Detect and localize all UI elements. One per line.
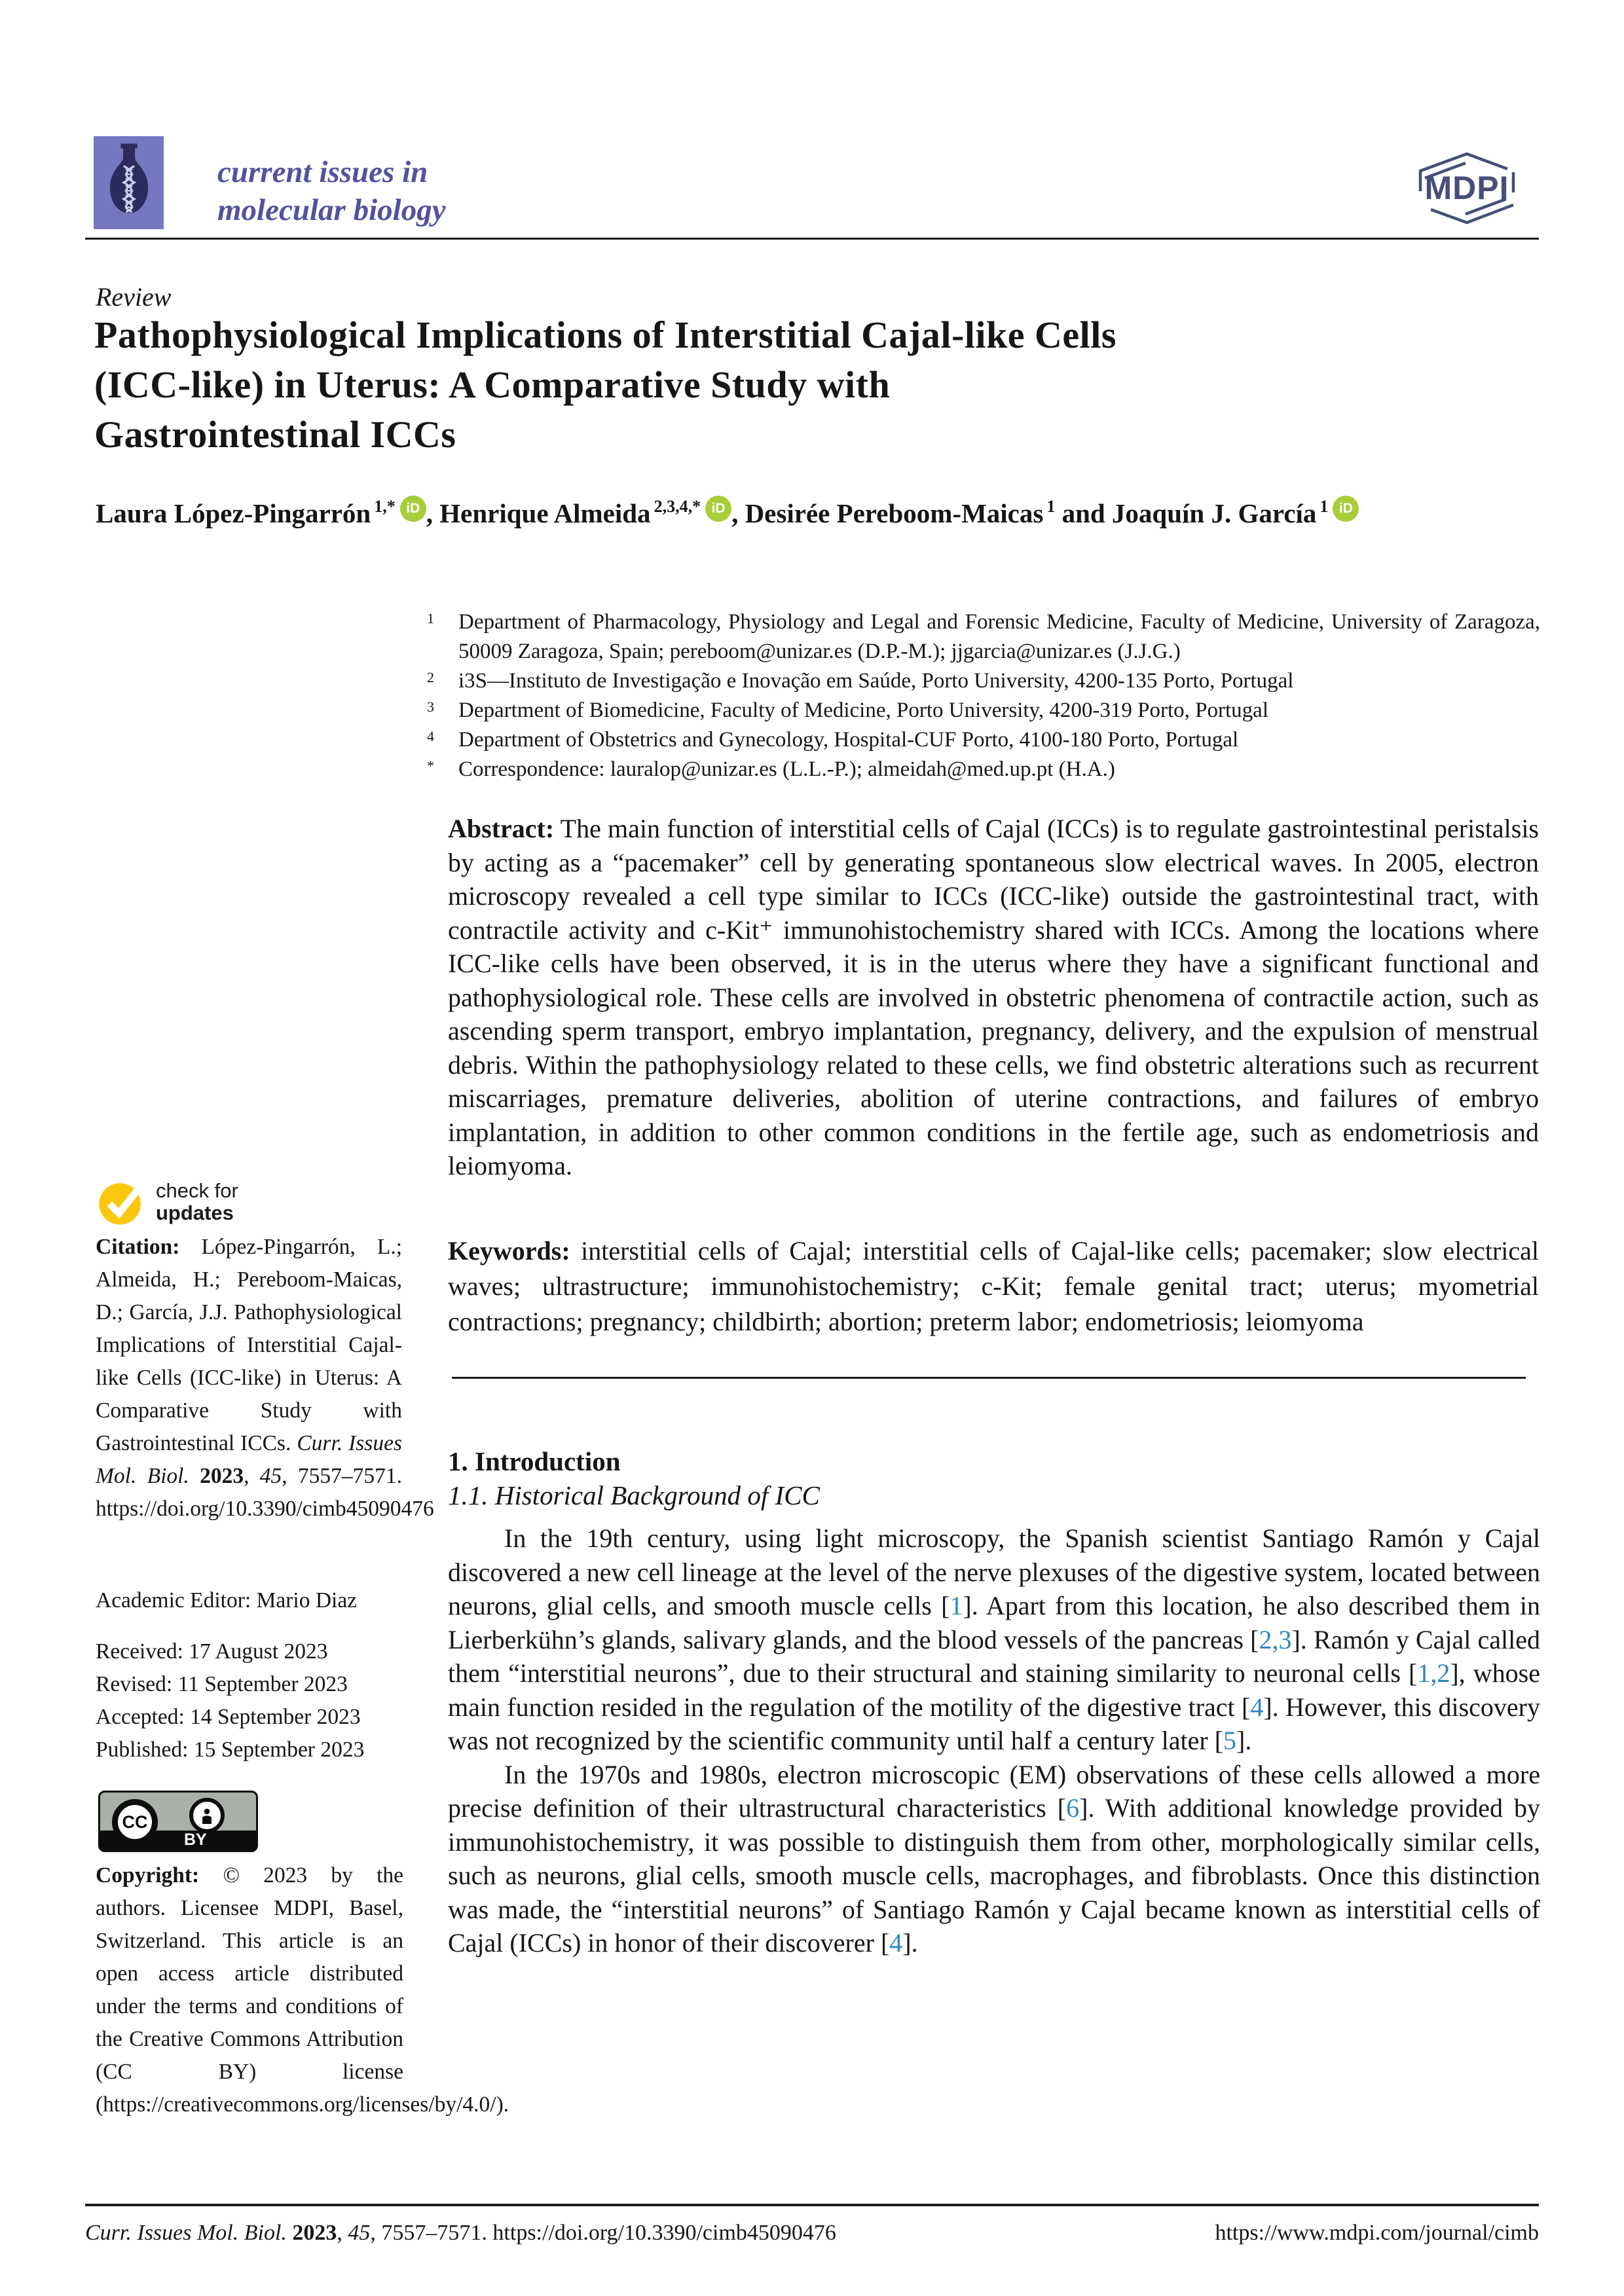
- citation-block: [96, 1231, 434, 1525]
- text-segment: , 7557–7571.: [282, 1464, 403, 1488]
- affiliation-text: Department of Obstetrics and Gynecology, Hospital-CUF Porto, 4100-180 Porto, Portugal: [458, 728, 1239, 752]
- author-superscript: 1: [1046, 497, 1056, 516]
- check-circle-icon: [98, 1178, 145, 1226]
- journal-name-line2: molecular biology: [217, 193, 446, 227]
- author-superscript: 1: [1320, 497, 1329, 516]
- affiliation-row: [427, 725, 1540, 755]
- footer-citation: [85, 2221, 836, 2246]
- affiliation-marker: 2: [427, 669, 434, 685]
- text-segment: ], whose main function resided in the regulation of the motility of the digestive tract [: [448, 1658, 1540, 1722]
- title-line: Pathophysiological Implications of Interstitial Cajal-like Cells: [94, 314, 1116, 356]
- paragraph: [448, 1522, 1540, 1758]
- text-segment: In the 1970s and 1980s, electron microscopic (EM) observations of these cells allowed a more precise definition of their ultrastructural characteristics [: [448, 1759, 1540, 1823]
- revised-date: Revised: 11 September 2023: [96, 1672, 348, 1696]
- affiliation-marker: 4: [427, 728, 434, 744]
- journal-name: [217, 153, 446, 229]
- text-segment: 45: [348, 2221, 371, 2245]
- history-dates: [96, 1635, 402, 1766]
- url-link[interactable]: https://doi.org/10.3390/cimb45090476: [492, 2221, 836, 2245]
- person-icon: [189, 1798, 225, 1833]
- copyright-block: [96, 1859, 509, 2121]
- author-superscript: 2,3,4,*: [654, 497, 701, 516]
- text-segment: ]. Ramón y Cajal called them “interstitial neurons”, due to their structural and staining similarity to neuronal cells [: [448, 1624, 1540, 1688]
- affiliation-text: Department of Biomedicine, Faculty of Medicine, Porto University, 4200-319 Porto, Portugal: [458, 699, 1268, 722]
- affiliation-row: [427, 666, 1540, 696]
- intro-paragraphs: [448, 1522, 1540, 1960]
- journal-name-line1: current issues in: [217, 155, 428, 189]
- text-segment: ].: [902, 1928, 918, 1958]
- text-segment: ].: [1236, 1726, 1252, 1755]
- affiliation-text: i3S—Instituto de Investigação e Inovação em Saúde, Porto University, 4200-135 Porto, Portugal: [458, 669, 1294, 693]
- paragraph: [448, 1758, 1540, 1960]
- cc-by-license-badge[interactable]: [98, 1791, 258, 1852]
- text-segment: Curr. Issues Mol. Biol.: [96, 1431, 402, 1488]
- affiliation-marker: 3: [427, 699, 434, 715]
- keywords-block: [448, 1233, 1539, 1339]
- footer-journal-url[interactable]: https://www.mdpi.com/journal/cimb: [1215, 2221, 1539, 2245]
- affiliation-row: [427, 696, 1540, 725]
- text-segment: 2023: [292, 2221, 337, 2245]
- text-segment: ,: [244, 1464, 260, 1488]
- title-line: (ICC-like) in Uterus: A Comparative Study with: [94, 363, 891, 406]
- by-label: BY: [184, 1831, 207, 1849]
- check-for-updates-button[interactable]: [98, 1178, 238, 1226]
- author-name: Henrique Almeida: [439, 498, 651, 528]
- citation-label: Citation:: [96, 1235, 180, 1259]
- author-name: Laura López-Pingarrón: [96, 498, 371, 528]
- mdpi-wordmark: MDPI: [1424, 170, 1509, 206]
- author-name: Joaquín J. García: [1111, 498, 1317, 528]
- text-segment: ]. Apart from this location, he also described them in Lierberkühn’s glands, salivary glands, and the blood vessels of the pancreas [: [448, 1591, 1540, 1654]
- ref-link[interactable]: 1: [950, 1591, 963, 1620]
- copyright-text: © 2023 by the authors. Licensee MDPI, Basel, Switzerland. This article is an open access article distributed under the terms and conditions of the Creative Commons Attribution (CC BY) license (https://creativecommons.org/licenses/by/4.0/).: [96, 1863, 509, 2117]
- ref-link[interactable]: 5: [1223, 1726, 1237, 1755]
- author-separator: and: [1055, 498, 1112, 528]
- url-link[interactable]: https://doi.org/10.3390/cimb45090476: [96, 1497, 434, 1521]
- text-segment: López-Pingarrón, L.; Almeida, H.; Pereboom-Maicas, D.; García, J.J. Pathophysiological Implications of Interstitial Cajal-like Cells (ICC-like) in Uterus: A Comparative Study with Gastrointestinal ICCs.: [96, 1235, 402, 1455]
- orcid-icon[interactable]: iD: [705, 496, 731, 522]
- mdpi-logo: [1407, 148, 1527, 229]
- text-segment: Curr. Issues Mol. Biol.: [85, 2221, 293, 2245]
- citation-text: [96, 1235, 434, 1521]
- affiliation-row: [427, 755, 1540, 784]
- article-type: Review: [96, 282, 172, 312]
- text-segment: ]. With additional knowledge provided by immunohistochemistry, it was possible to distinguish them from other, morphologically similar cells, such as neurons, glial cells, smooth muscle cells, macrophages, and fibroblasts. Once this distinction was made, the “interstitial neurons” of Santiago Ramón y Cajal became known as interstitial cells of Cajal (ICCs) in honor of their discoverer [: [448, 1793, 1540, 1958]
- affiliation-text: Correspondence: lauralop@unizar.es (L.L.-P.); almeidah@med.up.pt (H.A.): [458, 757, 1115, 781]
- title-line: Gastrointestinal ICCs: [94, 413, 456, 456]
- cc-icon: CC: [112, 1799, 158, 1845]
- academic-editor: Academic Editor: Mario Diaz: [96, 1588, 358, 1613]
- text-segment: ,: [337, 2221, 348, 2245]
- received-date: Received: 17 August 2023: [96, 1639, 328, 1664]
- check-for-updates-label: check for updates: [156, 1179, 238, 1224]
- section-introduction: [448, 1444, 1540, 1960]
- text-segment: 45: [259, 1464, 282, 1488]
- accepted-date: Accepted: 14 September 2023: [96, 1705, 361, 1729]
- author-separator: ,: [731, 498, 745, 528]
- section-subheading: 1.1. Historical Background of ICC: [448, 1480, 820, 1510]
- ref-link[interactable]: 6: [1066, 1793, 1080, 1823]
- text-segment: , 7557–7571.: [370, 2221, 493, 2245]
- ref-link[interactable]: 2,3: [1259, 1624, 1292, 1654]
- author-superscript: 1,*: [374, 497, 396, 516]
- ref-link[interactable]: 4: [889, 1928, 903, 1958]
- header-divider: [85, 238, 1539, 240]
- text-segment: ]. However, this discovery was not recognized by the scientific community until half a century later [: [448, 1692, 1540, 1755]
- section-heading: 1. Introduction: [448, 1446, 621, 1476]
- affiliation-marker: 1: [427, 610, 434, 627]
- affiliation-row: [427, 608, 1540, 666]
- footer: [85, 2221, 1539, 2246]
- copyright-label: Copyright:: [96, 1863, 200, 1887]
- keywords-divider: [452, 1377, 1526, 1379]
- flask-dna-icon: [99, 140, 159, 226]
- article-title: [94, 310, 1541, 460]
- journal-logo: [94, 136, 164, 229]
- author-separator: ,: [426, 498, 440, 528]
- author-name: Desirée Pereboom-Maicas: [745, 498, 1044, 528]
- published-date: Published: 15 September 2023: [96, 1738, 365, 1762]
- affiliation-text: Department of Pharmacology, Physiology and Legal and Forensic Medicine, Faculty of Medicine, University of Zaragoza, 50009 Zaragoza, Spain; pereboom@unizar.es (D.P.-M.); jjgarcia@unizar.es (J.J.G.): [458, 610, 1540, 663]
- ref-link[interactable]: 1,2: [1417, 1658, 1450, 1688]
- keywords-label: Keywords:: [448, 1236, 570, 1266]
- text-segment: 2023: [200, 1464, 244, 1488]
- orcid-icon[interactable]: iD: [400, 496, 426, 522]
- ref-link[interactable]: 4: [1250, 1692, 1264, 1722]
- keywords-text: interstitial cells of Cajal; interstitial cells of Cajal-like cells; pacemaker; slow electrical waves; ultrastructure; immunohistochemistry; c-Kit; female genital tract; uterus; myometrial contractions; pregnancy; childbirth; abortion; preterm labor; endometriosis; leiomyoma: [448, 1236, 1540, 1336]
- orcid-icon[interactable]: iD: [1333, 496, 1359, 522]
- text-segment: In the 19th century, using light microscopy, the Spanish scientist Santiago Ramón y Cajal discovered a new cell lineage at the level of the nerve plexuses of the digestive system, located between neurons, glial cells, and smooth muscle cells [: [448, 1523, 1540, 1620]
- abstract-text: The main function of interstitial cells of Cajal (ICCs) is to regulate gastrointestinal peristalsis by acting as a “pacemaker” cell by generating spontaneous slow electrical waves. In 2005, electron microscopy revealed a cell type similar to ICCs (ICC-like) outside the gastrointestinal tract, with contractile activity and c-Kit⁺ immunohistochemistry shared with ICCs. Among the locations where ICC-like cells have been observed, it is in the uterus where they have a significant functional and pathophysiological role. These cells are involved in obstetric phenomena of contractile action, such as ascending sperm transport, embryo implantation, pregnancy, delivery, and the expulsion of menstrual debris. Within the pathophysiology related to these cells, we find obstetric alterations such as recurrent miscarriages, premature deliveries, abolition of uterine contractions, and failures of embryo implantation, in addition to other common conditions in the fertile age, such as endometriosis and leiomyoma.: [448, 814, 1539, 1180]
- author-line: [96, 498, 1543, 530]
- abstract-label: Abstract:: [448, 814, 555, 843]
- affiliation-marker: *: [427, 757, 434, 774]
- abstract-block: [448, 812, 1539, 1183]
- affiliation-list: [427, 608, 1540, 784]
- footer-divider: [85, 2204, 1539, 2206]
